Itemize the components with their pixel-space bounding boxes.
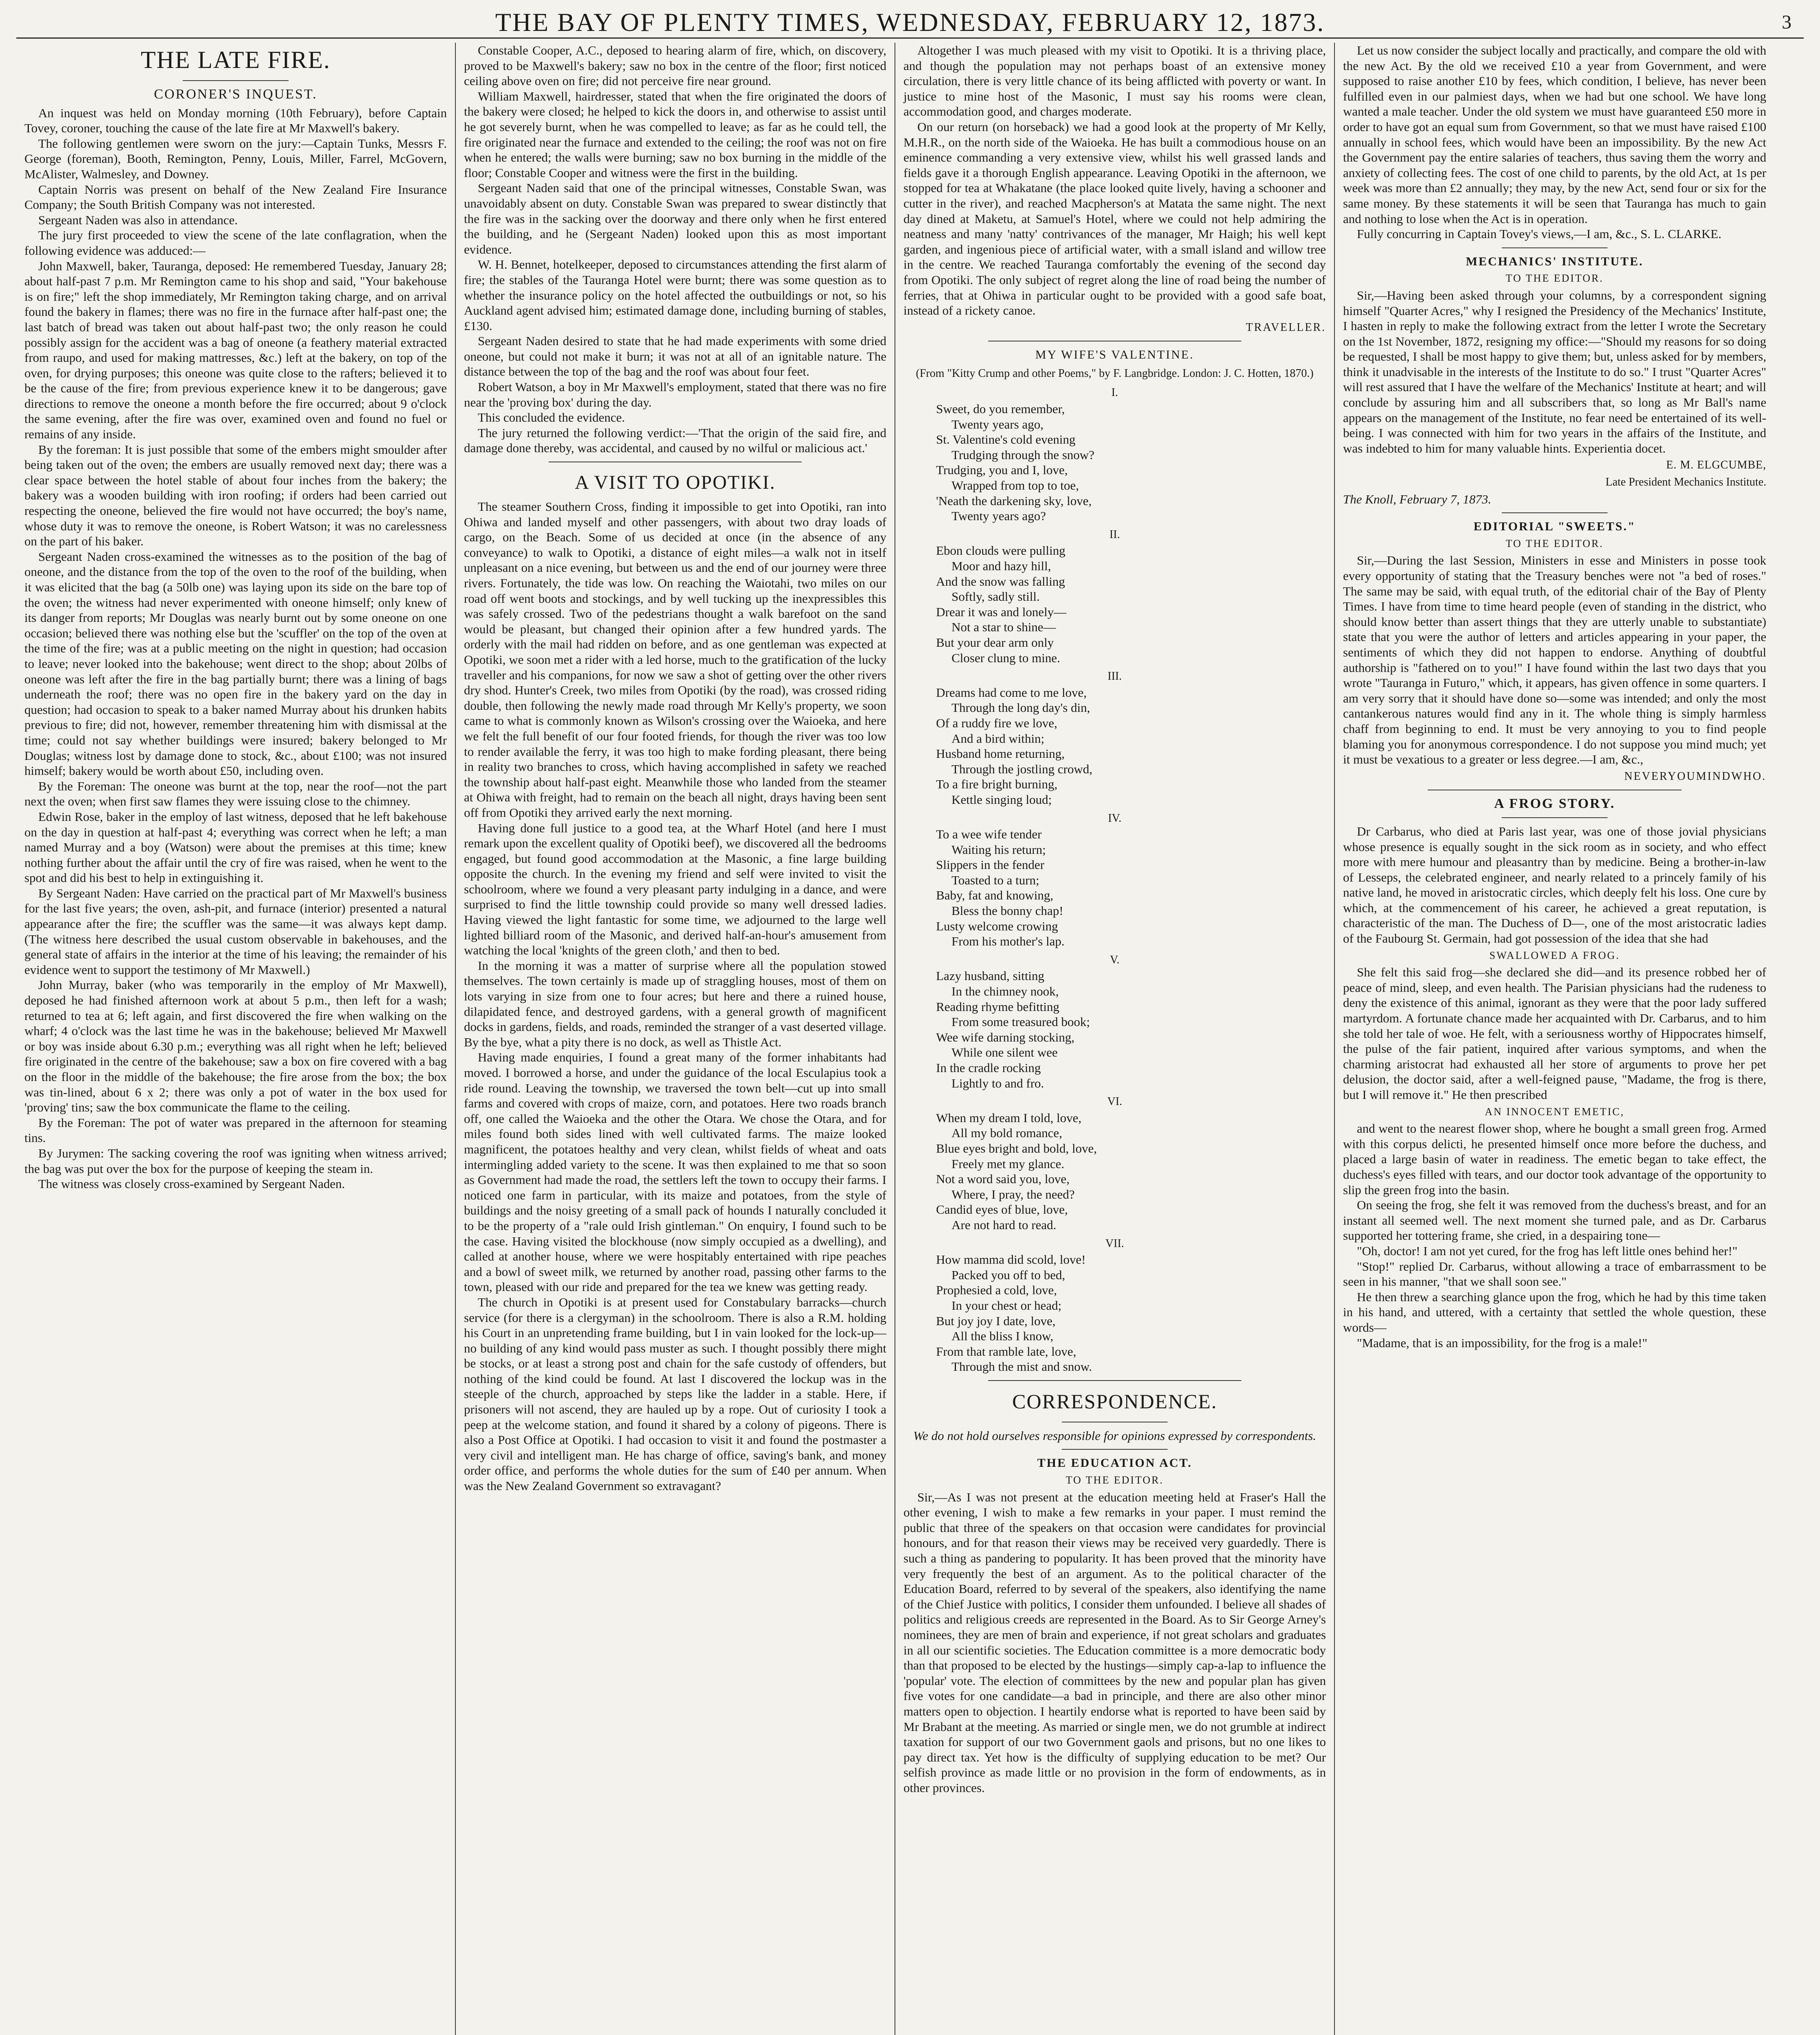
poem-stanza xyxy=(936,527,1326,665)
paragraph: Fully concurring in Captain Tovey's views,—I am, &c., S. L. CLARKE. xyxy=(1357,227,1722,241)
poem-line: From some treasured book; xyxy=(952,1015,1090,1029)
frog-subheading-1: SWALLOWED A FROG. xyxy=(1489,949,1620,961)
paragraph: William Maxwell, hairdresser, stated that when the fire originated the doors of the bakery were closed; he helped to kick the doors in, and otherwise to assist until he got severely burnt, when he was compelled to leave; as far as he could tell, the fire originated near the furnace and extended to the ceiling; the roof was not on fire when he entered; the walls were burning; saw no box burning in the middle of the floor; Constable Cooper and witness were the first in the building. xyxy=(464,89,886,180)
paragraph: On seeing the frog, she felt it was removed from the duchess's breast, and for an instant all seemed well. The next moment she turned pale, and as Dr. Carbarus supported her tottering frame, she cried, in a despairing tone— xyxy=(1343,1198,1766,1243)
fire-subheading: CORONER'S INQUEST. xyxy=(154,87,317,102)
poem-line: Lightly to and fro. xyxy=(952,1076,1044,1090)
education-letter-body xyxy=(903,1490,1326,1796)
paragraph: The jury returned the following verdict:—'That the origin of the said fire, and damage done thereby, was accidental, and caused by no wilful or malicious act.' xyxy=(464,425,886,455)
stanza-number: I. xyxy=(1111,386,1118,399)
poem-line: Through the jostling crowd, xyxy=(952,761,1093,776)
paragraph: Altogether I was much pleased with my visit to Opotiki. It is a thriving place, and though the population may not perhaps boast of an extensive money circulation, there is very little chance of its being afflicted with poverty or want. In justice to mine host of the Masonic, I must say his rooms were clean, accommodation good, and charges moderate. xyxy=(903,43,1326,119)
poem-stanza xyxy=(936,669,1326,807)
poem-line: All the bliss I know, xyxy=(952,1329,1054,1344)
stanza-number: II. xyxy=(1109,528,1120,541)
poem-line: Dreams had come to me love, xyxy=(936,685,1087,700)
poem-line: All my bold romance, xyxy=(952,1126,1063,1140)
poem-stanza xyxy=(936,1236,1326,1374)
paragraph: "Madame, that is an impossibility, for the frog is a male!" xyxy=(1357,1335,1647,1350)
paragraph: The jury first proceeded to view the scene of the late conflagration, when the following evidence was adduced:— xyxy=(24,228,447,258)
poem-line: Ebon clouds were pulling xyxy=(936,543,1065,558)
paragraph: Sergeant Naden desired to state that he had made experiments with some dried oneone, but could not make it burn; it was not at all of an ignitable nature. The distance between the top of the bag and the roof was about four feet. xyxy=(464,334,886,379)
poem-line: To a wee wife tender xyxy=(936,827,1042,842)
paragraph: The following gentlemen were sworn on the jury:—Captain Tunks, Messrs F. George (foreman), Booth, Remington, Penny, Louis, Miller, Farrel, McGovern, McAlister, Walmesley, and Downey. xyxy=(24,136,447,181)
poem-line: Packed you off to bed, xyxy=(952,1267,1065,1282)
poem-line: Closer clung to mine. xyxy=(952,650,1060,665)
paragraph: Sir,—During the last Session, Ministers in esse and Ministers in posse took every opportunity of stating that the Treasury benches were not "a bed of roses." The same may be said, with equal truth, of the editorial chair of the Bay of Plenty Times. I have from time to time heard people (even of standing in the district, who should know better than assert things that they are utterly unable to substantiate) state that you were the author of letters and articles appearing in your paper, the sentiments of which they did not happen to endorse. Anything of doubtful authorship is "fathered on to you!" I have found within the last two days that you wrote "Tauranga in Futuro," which, it appears, has given offence in some quarters. I am very sorry that it should have done so—some was intended; and only the most cantankerous natures would find any in it. The whole thing is simply harmless chaff from beginning to end. It must be very annoying to you to find people blaming you for anonymous correspondence. I do not suppose you mind much; yet it must be vexatious to a greater or less degree.—I am, &c., xyxy=(1343,553,1766,767)
paragraph: Having made enquiries, I found a great many of the former inhabitants had moved. I borrowed a horse, and under the guidance of the local Esculapius took a ride round. Leaving the township, we traversed the town belt—cut up into small farms and covered with crops of maize, corn, and potatoes. Here two roads branch off, one called the Waioeka and the other the Otara. We chose the Otara, and for miles found both sides lined with well cultivated farms. The maize looked magnificent, the potatoes healthy and very clean, whilst fields of wheat and oats intermingling added variety to the scene. It was then explained to me that so soon as Government had made the road, the settlers left the town to occupy their farms. I noticed one farm in particular, with its maize and potatoes, from the style of buildings and the noisy greeting of a small pack of hounds I naturally concluded it to be the property of a "rale ould Irish gintleman." On enquiry, I found such to be the case. Having visited the blockhouse (now simply occupied as a dwelling), and called at another house, where we were hospitably entertained with ripe peaches and a bowl of sweet milk, we returned by another road, passing other farms to the town, pleased with our ride and prepared for the tea we knew was getting ready. xyxy=(464,1050,886,1294)
paragraph: John Maxwell, baker, Tauranga, deposed: He remembered Tuesday, January 28; about half-past 7 p.m. Mr Remington came to his shop and said, "Your bakehouse is on fire;" left the shop immediately, Mr Remington taking charge, and on arrival found the bakery in flames; there was no fire in the furnace after half-past one; the last batch of bread was taken out about half-past two; the only reason he could possibly assign for the accident was a bag of oneone (a feathery material extracted from raupo, and used for making mattresses, &c.) left at the bakery, on top of the oven, for drying purposes; this oneone was quite close to the rafters; believed it to be the cause of the fire; from previous experience knew it to be dangerous; gave directions to remove the oneone a month before the fire occurred; about 9 o'clock the same evening, after the fire was over, examined oven and found no fuel or remains of any inside. xyxy=(24,258,447,442)
poem-line: Not a word said you, love, xyxy=(936,1172,1070,1186)
poem-line: Through the long day's din, xyxy=(952,700,1090,715)
poem-line: Baby, fat and knowing, xyxy=(936,888,1054,903)
valentine-source: (From "Kitty Crump and other Poems," by F. Langbridge. London: J. C. Hotten, 1870.) xyxy=(916,367,1314,380)
stanza-number: III. xyxy=(1107,670,1122,683)
fire-article-body xyxy=(24,105,447,1192)
paragraph: By the foreman: It is just possible that some of the embers might smoulder after being taken out of the oven; the embers are usually removed next day; there was a clear space between the hotel stable of about four inches from the bakery; the bakery was a wooden building with iron roofing; if orders had been carried out respecting the oneone, believed the fire would not have occurred; the boy's name, whose duty it was to remove the oneone, is Robert Watson; it was no carelessness on the part of his baker. xyxy=(24,442,447,549)
poem-stanza xyxy=(936,385,1326,523)
valentine-poem xyxy=(903,385,1326,1374)
opotiki-article-body xyxy=(464,499,886,1494)
paragraph: "Oh, doctor! I am not yet cured, for the frog has left little ones behind her!" xyxy=(1357,1243,1738,1258)
paragraph: Sergeant Naden said that one of the principal witnesses, Constable Swan, was unavoidably absent on duty. Constable Swan was prepared to swear distinctly that the fire was in the sacking over the doorway and there only when he first entered the building, and he (Sergeant Naden) looked upon this as most important evidence. xyxy=(464,181,886,256)
paragraph: He then threw a searching glance upon the frog, which he had by this time taken in his hand, and uttered, with a certainty that settled the whole question, these words— xyxy=(1343,1289,1766,1335)
divider xyxy=(183,80,289,81)
paragraph: John Murray, baker (who was temporarily in the employ of Mr Maxwell), deposed he had finished afternoon work at about 5 p.m., then left for a wash; returned to tea at 6; left again, and first discovered the fire when walking on the wharf; 4 o'clock was the last time he was in the bakehouse; believed Mr Maxwell or boy was inside about 6.30 p.m.; everything was all right when he left; believed fire originated in the centre of the bakehouse; saw a box on fire covered with a bag on the floor in the middle of the bakehouse; the fire arose from the box; the box was tin-lined, about 6 x 2; there was only a pot of water in the box used for 'proving' tins; saw the box communicate the flame to the ceiling. xyxy=(24,978,447,1115)
poem-line: Through the mist and snow. xyxy=(952,1359,1092,1374)
paragraph: Captain Norris was present on behalf of the New Zealand Fire Insurance Company; the South British Company was not interested. xyxy=(24,182,447,212)
opotiki-heading: A VISIT TO OPOTIKI. xyxy=(575,472,776,494)
stanza-number: IV. xyxy=(1108,812,1122,825)
poem-line: How mamma did scold, love! xyxy=(936,1252,1086,1267)
opotiki-signature: TRAVELLER. xyxy=(1246,321,1326,334)
mechanics-signature-place: The Knoll, February 7, 1873. xyxy=(1343,492,1492,506)
masthead xyxy=(16,7,1804,39)
poem-line: While one silent wee xyxy=(952,1045,1058,1060)
paragraph: Edwin Rose, baker in the employ of last witness, deposed that he left bakehouse on the day in question at half-past 4; everything was correct when he left; a man named Murray and a boy (Watson) were about the premises at this time; knew nothing further about the affair until the cry of fire was raised, when he went to the spot and did his best to help in extinguishing it. xyxy=(24,809,447,885)
paragraph: She felt this said frog—she declared she did—and its presence robbed her of peace of mind, sleep, and even health. The Parisian physicians had the rudeness to deny the existence of this animal, ignorant as they were that the poor lady suffered martyrdom. A fortunate chance made her acquainted with Dr. Carbarus, and to him she told her tale of woe. He felt, with a seriousness worthy of Hippocrates himself, the pulse of the fair patient, inquired after various symptoms, and when the charming aristocrat had exhausted all her store of arguments to prove her pet delusion, the doctor said, after a well-feigned pause, "Madame, the frog is there, but I will remove it." He then prescribed xyxy=(1343,965,1766,1102)
frog-heading: A FROG STORY. xyxy=(1494,796,1615,812)
mechanics-letter-body xyxy=(1343,288,1766,456)
poem-line: In the cradle rocking xyxy=(936,1061,1041,1075)
page-number: 3 xyxy=(1782,11,1792,33)
poem-line: Husband home returning, xyxy=(936,746,1065,761)
paragraph: and went to the nearest flower shop, where he bought a small green frog. Armed with this corpus delicti, he presented himself once more before the duchess, and placed a large basin of water in readiness. The emetic began to take effect, the duchess's eyes filled with tears, and our doctor took advantage of the opportunity to slip the green frog into the basin. xyxy=(1343,1121,1766,1197)
poem-line: Are not hard to read. xyxy=(952,1217,1057,1232)
paragraph: Sir,—As I was not present at the education meeting held at Fraser's Hall the other evening, I wish to make a few remarks in your paper. I must remind the public that three of the speakers on that occasion were candidates for provincial honours, and for that reason their views may be received very guardedly. There is such a thing as pandering to popularity. It has been proved that the minority have very frequently the best of an argument. As to the political character of the Education Board, referred to by several of the speakers, also identifying the name of the Chief Justice with politics, I consider them unfounded. I believe all shades of politics and religious creeds are represented in the Board. As to Sir George Arney's nominees, they are men of brain and experience, if not great scholars and graduates in all our scientific societies. The Education committee is a more democratic body than that proposed to be elected by the hustings—simply cap-a-lap to influence the 'popular' vote. The election of committees by the new and popular plan has given five votes for one candidate—a bad in principle, and there are also other minor matters open to objection. I heartily endorse what is reported to have been said by Mr Brabant at the meeting. As married or single men, we do not grumble at indirect taxation for support of our two Government gaols and prisons, but no one likes to pay direct tax. Yet how is the difficulty of supplying education to be met? Our selfish province as made little or no provision in the form of endowments, as in other provinces. xyxy=(903,1490,1326,1795)
fire-heading: THE LATE FIRE. xyxy=(140,46,331,73)
poem-line: Of a ruddy fire we love, xyxy=(936,716,1057,730)
paragraph: By the Foreman: The pot of water was prepared in the afternoon for steaming tins. xyxy=(24,1115,447,1145)
poem-line: From that ramble late, love, xyxy=(936,1344,1076,1359)
stanza-number: VII. xyxy=(1105,1237,1124,1250)
poem-line: Lazy husband, sitting xyxy=(936,969,1045,983)
divider xyxy=(1502,512,1608,513)
paragraph: An inquest was held on Monday morning (10th February), before Captain Tovey, coroner, touching the cause of the late fire at Mr Maxwell's bakery. xyxy=(24,105,447,136)
poem-line: Where, I pray, the need? xyxy=(952,1187,1075,1201)
paragraph: By Jurymen: The sacking covering the roof was igniting when witness arrived; the bag was put over the box for the purpose of keeping the steam in. xyxy=(24,1146,447,1176)
poem-line: To a fire bright burning, xyxy=(936,777,1058,792)
editorial-to-editor: TO THE EDITOR. xyxy=(1505,537,1604,549)
divider xyxy=(1062,1449,1168,1450)
mechanics-heading: MECHANICS' INSTITUTE. xyxy=(1466,254,1644,268)
paragraph: Robert Watson, a boy in Mr Maxwell's employment, stated that there was no fire near the 'proving box' during the day. xyxy=(464,380,886,409)
paragraph: W. H. Bennet, hotelkeeper, deposed to circumstances attending the first alarm of fire; the stables of the Tauranga Hotel were burnt; there was some question as to whether the insurance policy on the hotel affected the outbuildings or not, so his Auckland agent advised him; estimated damage done, including burning of stables, £130. xyxy=(464,257,886,333)
paragraph: By the Foreman: The oneone was burnt at the top, near the roof—not the part next the oven; when first saw flames they were issuing close to the chimney. xyxy=(24,779,447,809)
education-to-editor: TO THE EDITOR. xyxy=(1065,1474,1164,1486)
paragraph: By Sergeant Naden: Have carried on the practical part of Mr Maxwell's business for the last five years; the oven, ash-pit, and furnace (interior) presented a natural appearance after the fire; the scuffler was the same—it was always kept damp. (The witness here described the usual custom observable in bakehouses, and the general state of affairs in the interior at the time of his leaving; the remainder of his evidence went to support the testimony of Mr Maxwell.) xyxy=(24,886,447,977)
fire-article-continued xyxy=(464,43,886,456)
poem-line: Prophesied a cold, love, xyxy=(936,1283,1057,1298)
poem-line: Trudging, you and I, love, xyxy=(936,463,1068,477)
frog-story-body-2 xyxy=(1343,965,1766,1102)
poem-line: Reading rhyme befitting xyxy=(936,999,1060,1014)
poem-line: Not a star to shine— xyxy=(952,620,1056,635)
poem-line: 'Neath the darkening sky, love, xyxy=(936,493,1092,508)
poem-line: Drear it was and lonely— xyxy=(936,604,1067,619)
correspondence-heading: CORRESPONDENCE. xyxy=(1012,1389,1217,1413)
paragraph: On our return (on horseback) we had a good look at the property of Mr Kelly, M.H.R., on the north side of the Waioeka. He has built a commodious house on an eminence commanding a very extensive view, whilst his well grassed lands and fields gave it a thorough English appearance. Leaving Opotiki in the afternoon, we stopped for tea at Whakatane (the place looked quite lively, having a schooner and cutter in the river), and reached Macpherson's at Matata the same night. The next day dined at Maketu, at Samuel's Hotel, where we could not help admiring the neatness and many 'natty' contrivances of the manager, Mr Haigh; his well kept garden, and ingenious piece of artificial water, with a small island and willow tree in the centre. We reached Tauranga comfortably the evening of the second day from Opotiki. The only subject of regret along the line of road being the number of ferries, that at Ohiwa in particular ought to be provided with a good safe boat, instead of a rickety canoe. xyxy=(903,119,1326,318)
paragraph: The witness was closely cross-examined by Sergeant Naden. xyxy=(38,1177,345,1191)
paragraph: Let us now consider the subject locally and practically, and compare the old with the new Act. By the old we received £10 a year from Government, and were supposed to raise another £10 by fees, which condition, I believe, has never been fulfilled even in our palmiest days, when we had but one school. We have long wanted a male teacher. Under the old system we must have guaranteed £50 more in order to have got an equal sum from Government, so that we must have raised £100 annually in school fees, which would have been an impossibility. By the new Act the Government pay the entire salaries of teachers, thus saving them the worry and anxiety of collecting fees. The cost of one child to parents, by the old Act, at 1s per week was more than £2 annually; they may, by the new Act, send four or six for the same money. By these statements it will be seen that Tauranga has much to gain and nothing to lose when the Act is in operation. xyxy=(1343,43,1766,226)
frog-story-body-3 xyxy=(1343,1121,1766,1350)
poem-line: And the snow was falling xyxy=(936,574,1065,589)
poem-line: Waiting his return; xyxy=(952,842,1046,857)
poem-line: Candid eyes of blue, love, xyxy=(936,1202,1068,1217)
poem-line: Twenty years ago, xyxy=(952,417,1043,431)
poem-line: Bless the bonny chap! xyxy=(952,904,1063,918)
editorial-heading: EDITORIAL "SWEETS." xyxy=(1473,520,1636,534)
poem-line: But joy joy I date, love, xyxy=(936,1313,1056,1328)
poem-line: Lusty welcome crowing xyxy=(936,919,1058,933)
divider xyxy=(1502,247,1608,248)
mechanics-signature-name: E. M. ELGCUMBE, xyxy=(1666,459,1766,472)
poem-line: Blue eyes bright and bold, love, xyxy=(936,1141,1097,1155)
column-3 xyxy=(895,43,1335,2035)
paragraph: In the morning it was a matter of surprise where all the population stowed themselves. The town certainly is made up of straggling houses, most of them on lots varying in size from one to four acres; but here and there a ruined house, dilapidated fence, and destroyed gardens, with a general growth of magnificent docks in gardens, fields, and roads, reminded the stranger of a vast deserted village. By the bye, what a pity there is no dock, as well as Thistle Act. xyxy=(464,958,886,1049)
poem-line: But your dear arm only xyxy=(936,635,1054,650)
frog-story-body xyxy=(1343,824,1766,946)
poem-line: And a bird within; xyxy=(952,731,1045,746)
poem-line: Slippers in the fender xyxy=(936,858,1045,872)
valentine-heading: MY WIFE'S VALENTINE. xyxy=(1035,348,1194,362)
divider xyxy=(988,1380,1242,1381)
poem-line: In the chimney nook, xyxy=(952,984,1059,999)
divider xyxy=(1502,817,1608,818)
opotiki-article-continued xyxy=(903,43,1326,318)
paragraph: Sir,—Having been asked through your columns, by a correspondent signing himself "Quarter Acres," why I resigned the Presidency of the Mechanics' Institute, I hasten in reply to make the following extract from the letter I wrote the Secretary on the 1st November, 1872, resigning my office:—"Should my reasons for so doing be requested, I shall be most happy to give them; but, unless asked for by members, think it unadvisable in the interests of the Institute to do so." I trust "Quarter Acres" will rest assured that I have the welfare of the Mechanics' Institute at heart; and will conclude by assuring him and all subscribers that, so long as Mr Ball's name appears on the management of the Institute, no fear need be entertained of its well-being. I was connected with him for two years in the affairs of the Institute, and was indebted to him for many valuable hints. Experientia docet. xyxy=(1343,288,1766,455)
education-letter-continued xyxy=(1343,43,1766,242)
paragraph: The steamer Southern Cross, finding it impossible to get into Opotiki, ran into Ohiwa and landed myself and other passengers, with about two dray loads of cargo, on the Beach. Some of us decided at once (in the absence of any conveyance) to walk to Opotiki, a distance of eight miles—a walk not in itself unpleasant on a nice evening, but between us and the end of our journey were three rivers. Fortunately, the tide was low. On reaching the Waiotahi, two miles on our road off went boots and stockings, and by well tucking up the inexpressibles this was safely crossed. Two of the pedestrians thought a walk barefoot on the sand would be pleasant, but changed their opinion after a few hundred yards. The orderly with the mail had ridden on before, and as one gentleman was expected at Opotiki, we soon met a rider with a led horse, much to the gratification of the lucky traveller and his companions, for now we saw a shot of getting over the other rivers dry shod. Hunter's Creek, two miles from Opotiki (by the road), was crossed riding double, then following the newly made road through Mr Kelly's property, we soon came to what is commonly known as Wilson's crossing over the Waioeka, and here we felt the full benefit of our four footed friends, for though the river was too low to render available the ferry, it was too high to make fording pleasant, there being in reality two branches to cross, which having accomplished in safety we reached the township about half-past eight. Meanwhile those who landed from the steamer at Ohiwa with freight, had to remain on the beach all night, drays having been sent off from Opotiki they arrived early the next morning. xyxy=(464,499,886,820)
paragraph: The church in Opotiki is at present used for Constabulary barracks—church service (for there is a clergyman) in the schoolroom. There is also a R.M. holding his Court in an unpretending frame building, but I in vain looked for the lock-up—no building of any kind would pass muster as such. I thought possibly there might be stocks, or at least a strong post and chain for the safe custody of offenders, but nothing of the kind could be found. At last I discovered the lockup was in the steeple of the church, approached by steps like the ladder in a stable. Here, if prisoners will not ascend, they are hauled up by a rope. Out of curiosity I took a peep at the welcome station, and found it shared by a colony of pigeons. There is also a Post Office at Opotiki. I had occasion to visit it and found the postmaster a very civil and intelligent man. He has charge of office, saving's bank, and money order office, and performs the whole duties for the sum of £40 per annum. When was the New Zealand Government so extravagant? xyxy=(464,1295,886,1493)
poem-line: Wee wife darning stocking, xyxy=(936,1030,1075,1044)
paragraph: Constable Cooper, A.C., deposed to hearing alarm of fire, which, on discovery, proved to be Maxwell's bakery; saw no box in the centre of the floor; first noticed ceiling above oven on fire; did not perceive fire near ground. xyxy=(464,43,886,88)
poem-stanza xyxy=(936,1094,1326,1232)
poem-line: Wrapped from top to toe, xyxy=(952,478,1079,493)
paragraph: Sergeant Naden cross-examined the witnesses as to the position of the bag of oneone, and the distance from the top of the oven to the roof of the building, when it was elicited that the bag (a 50lb one) was laying upon its side on the bare top of the oven; the witness had never experimented with oneone himself; only knew of its danger from reports; Mr Douglas was nearly burnt out by some oneone on one occasion; believed there was nothing else but the 'scuffler' on the top of the oven at the time of the fire; was at a public meeting on the night in question; had occasion to leave; never looked into the bakehouse; went direct to the shop; about 20lbs of oneone was left after the fire in the bag partially burnt; there was a lining of bags underneath the roof; there was no open fire in the bakery yard on the day in question; had occasion to speak to a baker named Murray about his drunken habits previous to fire; did not, however, remember threatening him with dismissal at the time; could not say whether buildings were insured; bakery belonged to Mr Douglas; witness lost by damage done to stock, &c., about £100; was not insured himself; bakery would be worth about £50, including oven. xyxy=(24,549,447,778)
paragraph: Sergeant Naden was also in attendance. xyxy=(38,212,238,227)
poem-line: Softly, sadly still. xyxy=(952,589,1040,604)
poem-line: Toasted to a turn; xyxy=(952,873,1039,887)
education-heading: THE EDUCATION ACT. xyxy=(1037,1456,1192,1470)
poem-line: When my dream I told, love, xyxy=(936,1110,1082,1125)
columns xyxy=(16,43,1804,2035)
correspondence-disclaimer: We do not hold ourselves responsible for opinions expressed by correspondents. xyxy=(913,1428,1316,1443)
poem-line: Moor and hazy hill, xyxy=(952,559,1051,573)
paragraph: "Stop!" replied Dr. Carbarus, without allowing a trace of embarrassment to be seen in his manner, "that we shall soon see." xyxy=(1343,1259,1766,1289)
poem-line: Trudging through the snow? xyxy=(952,447,1095,462)
column-2 xyxy=(456,43,895,2035)
paragraph: Having done full justice to a good tea, at the Wharf Hotel (and here I must remark upon the excellent quality of Opotiki beef), we discovered all the bedrooms engaged, but found good accommodation at the Masonic, a fine large building opposite the church. In the evening my friend and self were invited to visit the schoolroom, where we found a very pleasant party indulging in a dance, and were surprised to find the little township could provide so many well dressed ladies. Having viewed the light fantastic for some time, we adjourned to the large well lighted billiard room of the Masonic, and derived half-an-hour's amusement from watching the local 'knights of the green cloth,' and then to bed. xyxy=(464,821,886,958)
column-1 xyxy=(16,43,456,2035)
poem-stanza xyxy=(936,952,1326,1091)
poem-stanza xyxy=(936,811,1326,949)
frog-subheading-2: AN INNOCENT EMETIC, xyxy=(1485,1105,1625,1118)
poem-line: St. Valentine's cold evening xyxy=(936,432,1076,447)
stanza-number: V. xyxy=(1110,953,1120,966)
paragraph: Dr Carbarus, who died at Paris last year, was one of those jovial physicians whose presence is equally sought in the sick room as in society, and who effect more with mere humour and pleasantry than by medicine. Being a brother-in-law of Lesseps, the celebrated engineer, and nearly related to a princely family of his native land, he moved in aristocratic circles, which deeply felt his loss. One cure by which, at the commencement of his career, he achieved a great reputation, is characteristic of the man. The Duchess of D—, one of the most aristocratic ladies of the Faubourg St. Germain, had got possession of the idea that she had xyxy=(1343,824,1766,946)
poem-line: From his mother's lap. xyxy=(952,934,1065,949)
paragraph: This concluded the evidence. xyxy=(478,410,625,425)
poem-line: In your chest or head; xyxy=(952,1298,1062,1313)
editorial-letter-body xyxy=(1343,553,1766,767)
poem-line: Sweet, do you remember, xyxy=(936,402,1065,416)
poem-line: Freely met my glance. xyxy=(952,1156,1065,1171)
editorial-signature: NEVERYOUMINDWHO. xyxy=(1624,770,1766,783)
stanza-number: VI. xyxy=(1107,1095,1122,1108)
poem-line: Twenty years ago? xyxy=(952,509,1046,523)
poem-line: Kettle singing loud; xyxy=(952,792,1052,807)
column-4 xyxy=(1335,43,1774,2035)
masthead-title: THE BAY OF PLENTY TIMES, WEDNESDAY, FEBRUARY 12, 1873. xyxy=(495,8,1325,37)
mechanics-signature-title: Late President Mechanics Institute. xyxy=(1606,476,1766,489)
mechanics-to-editor: TO THE EDITOR. xyxy=(1505,272,1604,284)
